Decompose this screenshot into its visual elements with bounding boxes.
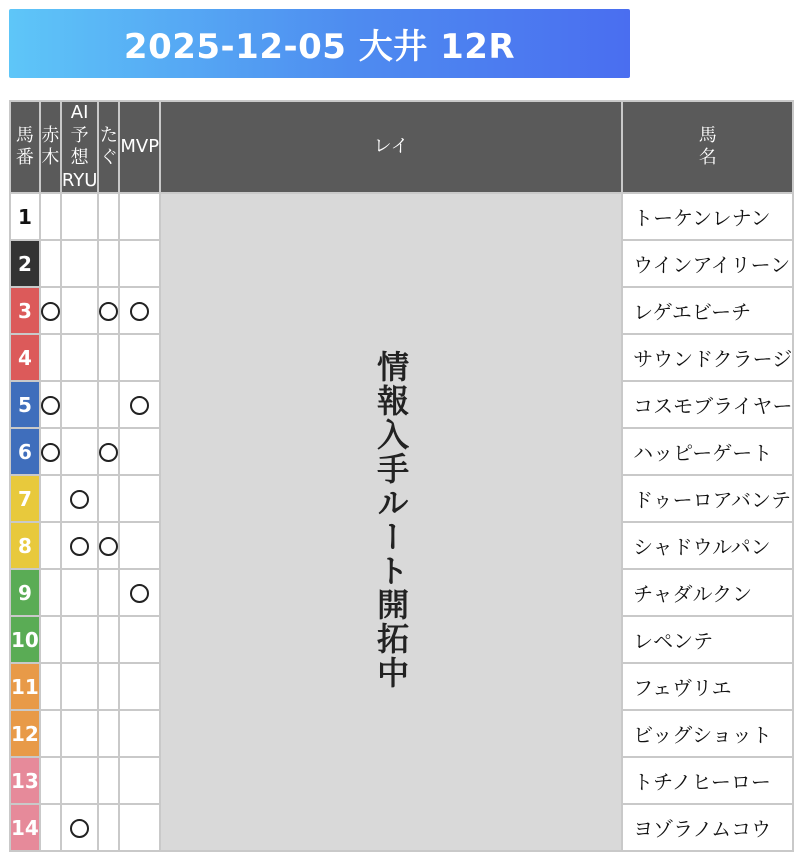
rei-note: 情報入手ルート開拓中	[372, 350, 411, 690]
mark-cell-ai	[61, 710, 99, 757]
circle-mark-icon	[99, 302, 118, 321]
circle-mark-icon	[130, 396, 149, 415]
mark-cell-tagu	[98, 381, 119, 428]
col-header-number-top: 馬	[15, 124, 34, 146]
horse-number: 3	[10, 287, 40, 334]
mark-cell-akagi	[40, 569, 61, 616]
mark-cell-mvp	[119, 616, 160, 663]
col-header-horse-name	[622, 101, 793, 193]
circle-mark-icon	[70, 537, 89, 556]
circle-mark-icon	[41, 302, 60, 321]
prediction-table	[9, 100, 794, 852]
horse-name: レゲエビーチ	[622, 287, 793, 334]
mark-cell-mvp	[119, 193, 160, 240]
horse-name: ドゥーロアバンテ	[622, 475, 793, 522]
mark-cell-tagu	[98, 240, 119, 287]
mark-cell-mvp	[119, 240, 160, 287]
mark-cell-tagu	[98, 710, 119, 757]
horse-name: トチノヒーロー	[622, 757, 793, 804]
circle-mark-icon	[41, 396, 60, 415]
horse-number: 2	[10, 240, 40, 287]
horse-name: レペンテ	[622, 616, 793, 663]
col-header-tagu: たぐ	[98, 101, 119, 193]
mark-cell-akagi	[40, 240, 61, 287]
mark-cell-akagi	[40, 616, 61, 663]
circle-mark-icon	[70, 819, 89, 838]
mark-cell-tagu	[98, 616, 119, 663]
circle-mark-icon	[130, 584, 149, 603]
col-header-mvp: MVP	[119, 101, 160, 193]
mark-cell-akagi	[40, 475, 61, 522]
horse-number: 1	[10, 193, 40, 240]
col-header-rei: レイ	[160, 101, 622, 193]
race-title: 2025-12-05 大井 12R	[123, 27, 516, 67]
mark-cell-ai	[61, 381, 99, 428]
col-header-ai-top: AI予想	[70, 102, 89, 168]
mark-cell-akagi	[40, 804, 61, 851]
horse-name: ヨゾラノムコウ	[622, 804, 793, 851]
horse-number: 10	[10, 616, 40, 663]
mark-cell-tagu	[98, 287, 119, 334]
horse-number: 11	[10, 663, 40, 710]
horse-number: 12	[10, 710, 40, 757]
race-header	[9, 9, 630, 78]
mark-cell-ai	[61, 522, 99, 569]
horse-name: コスモブライヤー	[622, 381, 793, 428]
table-body	[10, 193, 793, 851]
mark-cell-tagu	[98, 428, 119, 475]
circle-mark-icon	[41, 443, 60, 462]
mark-cell-tagu	[98, 663, 119, 710]
horse-number: 5	[10, 381, 40, 428]
horse-number: 9	[10, 569, 40, 616]
horse-name: フェヴリエ	[622, 663, 793, 710]
circle-mark-icon	[130, 302, 149, 321]
mark-cell-mvp	[119, 569, 160, 616]
mark-cell-mvp	[119, 522, 160, 569]
mark-cell-ai	[61, 616, 99, 663]
mark-cell-tagu	[98, 804, 119, 851]
horse-name: トーケンレナン	[622, 193, 793, 240]
mark-cell-akagi	[40, 193, 61, 240]
mark-cell-mvp	[119, 804, 160, 851]
horse-name: ビッグショット	[622, 710, 793, 757]
mark-cell-mvp	[119, 428, 160, 475]
circle-mark-icon	[99, 443, 118, 462]
mark-cell-mvp	[119, 287, 160, 334]
horse-name: ウインアイリーン	[622, 240, 793, 287]
mark-cell-tagu	[98, 193, 119, 240]
circle-mark-icon	[99, 537, 118, 556]
mark-cell-tagu	[98, 475, 119, 522]
mark-cell-ai	[61, 569, 99, 616]
mark-cell-ai	[61, 428, 99, 475]
mark-cell-akagi	[40, 428, 61, 475]
horse-name: チャダルクン	[622, 569, 793, 616]
mark-cell-mvp	[119, 663, 160, 710]
mark-cell-akagi	[40, 757, 61, 804]
mark-cell-mvp	[119, 475, 160, 522]
mark-cell-tagu	[98, 569, 119, 616]
horse-number: 7	[10, 475, 40, 522]
table-row	[10, 193, 793, 240]
col-header-akagi: 赤木	[40, 101, 61, 193]
mark-cell-akagi	[40, 334, 61, 381]
col-header-ai-bottom: RYU	[61, 169, 98, 191]
mark-cell-akagi	[40, 287, 61, 334]
horse-number: 14	[10, 804, 40, 851]
col-header-name-top: 馬	[698, 124, 717, 146]
mark-cell-tagu	[98, 522, 119, 569]
mark-cell-ai	[61, 757, 99, 804]
mark-cell-ai	[61, 240, 99, 287]
mark-cell-akagi	[40, 522, 61, 569]
mark-cell-mvp	[119, 334, 160, 381]
mark-cell-ai	[61, 663, 99, 710]
mark-cell-akagi	[40, 663, 61, 710]
horse-name: サウンドクラージ	[622, 334, 793, 381]
horse-number: 13	[10, 757, 40, 804]
mark-cell-ai	[61, 334, 99, 381]
rei-column-note-cell	[160, 193, 622, 851]
mark-cell-tagu	[98, 757, 119, 804]
mark-cell-ai	[61, 475, 99, 522]
horse-name: シャドウルパン	[622, 522, 793, 569]
col-header-number	[10, 101, 40, 193]
col-header-number-bottom: 番	[15, 147, 34, 168]
table-header-row	[10, 101, 793, 193]
horse-number: 8	[10, 522, 40, 569]
mark-cell-tagu	[98, 334, 119, 381]
mark-cell-ai	[61, 804, 99, 851]
horse-number: 4	[10, 334, 40, 381]
mark-cell-mvp	[119, 381, 160, 428]
mark-cell-ai	[61, 287, 99, 334]
mark-cell-mvp	[119, 710, 160, 757]
circle-mark-icon	[70, 490, 89, 509]
mark-cell-ai	[61, 193, 99, 240]
mark-cell-akagi	[40, 710, 61, 757]
col-header-ai	[61, 101, 99, 193]
mark-cell-mvp	[119, 757, 160, 804]
horse-name: ハッピーゲート	[622, 428, 793, 475]
horse-number: 6	[10, 428, 40, 475]
mark-cell-akagi	[40, 381, 61, 428]
col-header-name-bottom: 名	[698, 147, 717, 168]
